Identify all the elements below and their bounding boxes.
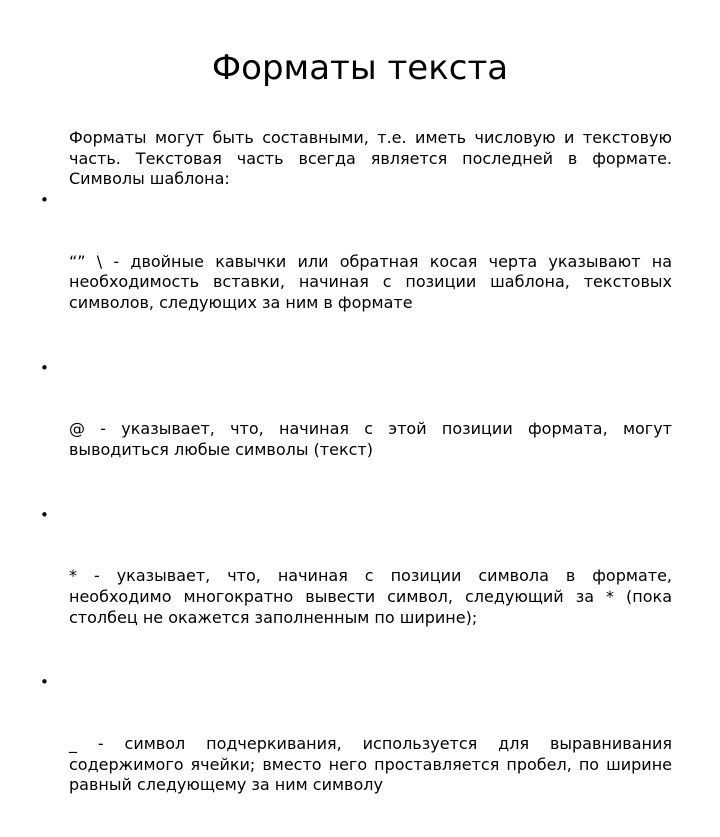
intro-paragraph: Форматы могут быть составными, т.е. иметь числовую и текстовую часть. Текстовая часть всегда является последней в формате. Символы шаблона: bbox=[69, 128, 672, 189]
slide-title: Форматы текста bbox=[211, 48, 509, 88]
slide-body bbox=[40, 128, 678, 837]
bullet-icon: • bbox=[40, 358, 49, 377]
bullet-icon: • bbox=[40, 673, 49, 692]
bullet-icon: • bbox=[40, 190, 49, 209]
bullet-icon: • bbox=[40, 505, 49, 524]
bullet-text: _ - символ подчеркивания, используется для выравнивания содержимого ячейки; вместо него проставляется пробел, по ширине равный следующему за ним символу bbox=[69, 734, 678, 795]
bullet-text: * - указывает, что, начиная с позиции символа в формате, необходимо многократно вывести символ, следующий за * (пока столбец не окажется заполненным по ширине); bbox=[69, 566, 678, 627]
bullet-item-asterisk bbox=[40, 505, 678, 670]
bullet-item-at-sign bbox=[40, 358, 678, 502]
bullet-item-quotes bbox=[40, 190, 678, 355]
bullet-text: @ - указывает, что, начиная с этой позиции формата, могут выводиться любые символы (текст) bbox=[69, 419, 678, 459]
bullet-list bbox=[40, 190, 678, 837]
bullet-item-underscore bbox=[40, 672, 678, 837]
bullet-text: “” \ - двойные кавычки или обратная косая черта указывают на необходимость вставки, начиная с позиции шаблона, текстовых символов, следующих за ним в формате bbox=[69, 251, 678, 312]
